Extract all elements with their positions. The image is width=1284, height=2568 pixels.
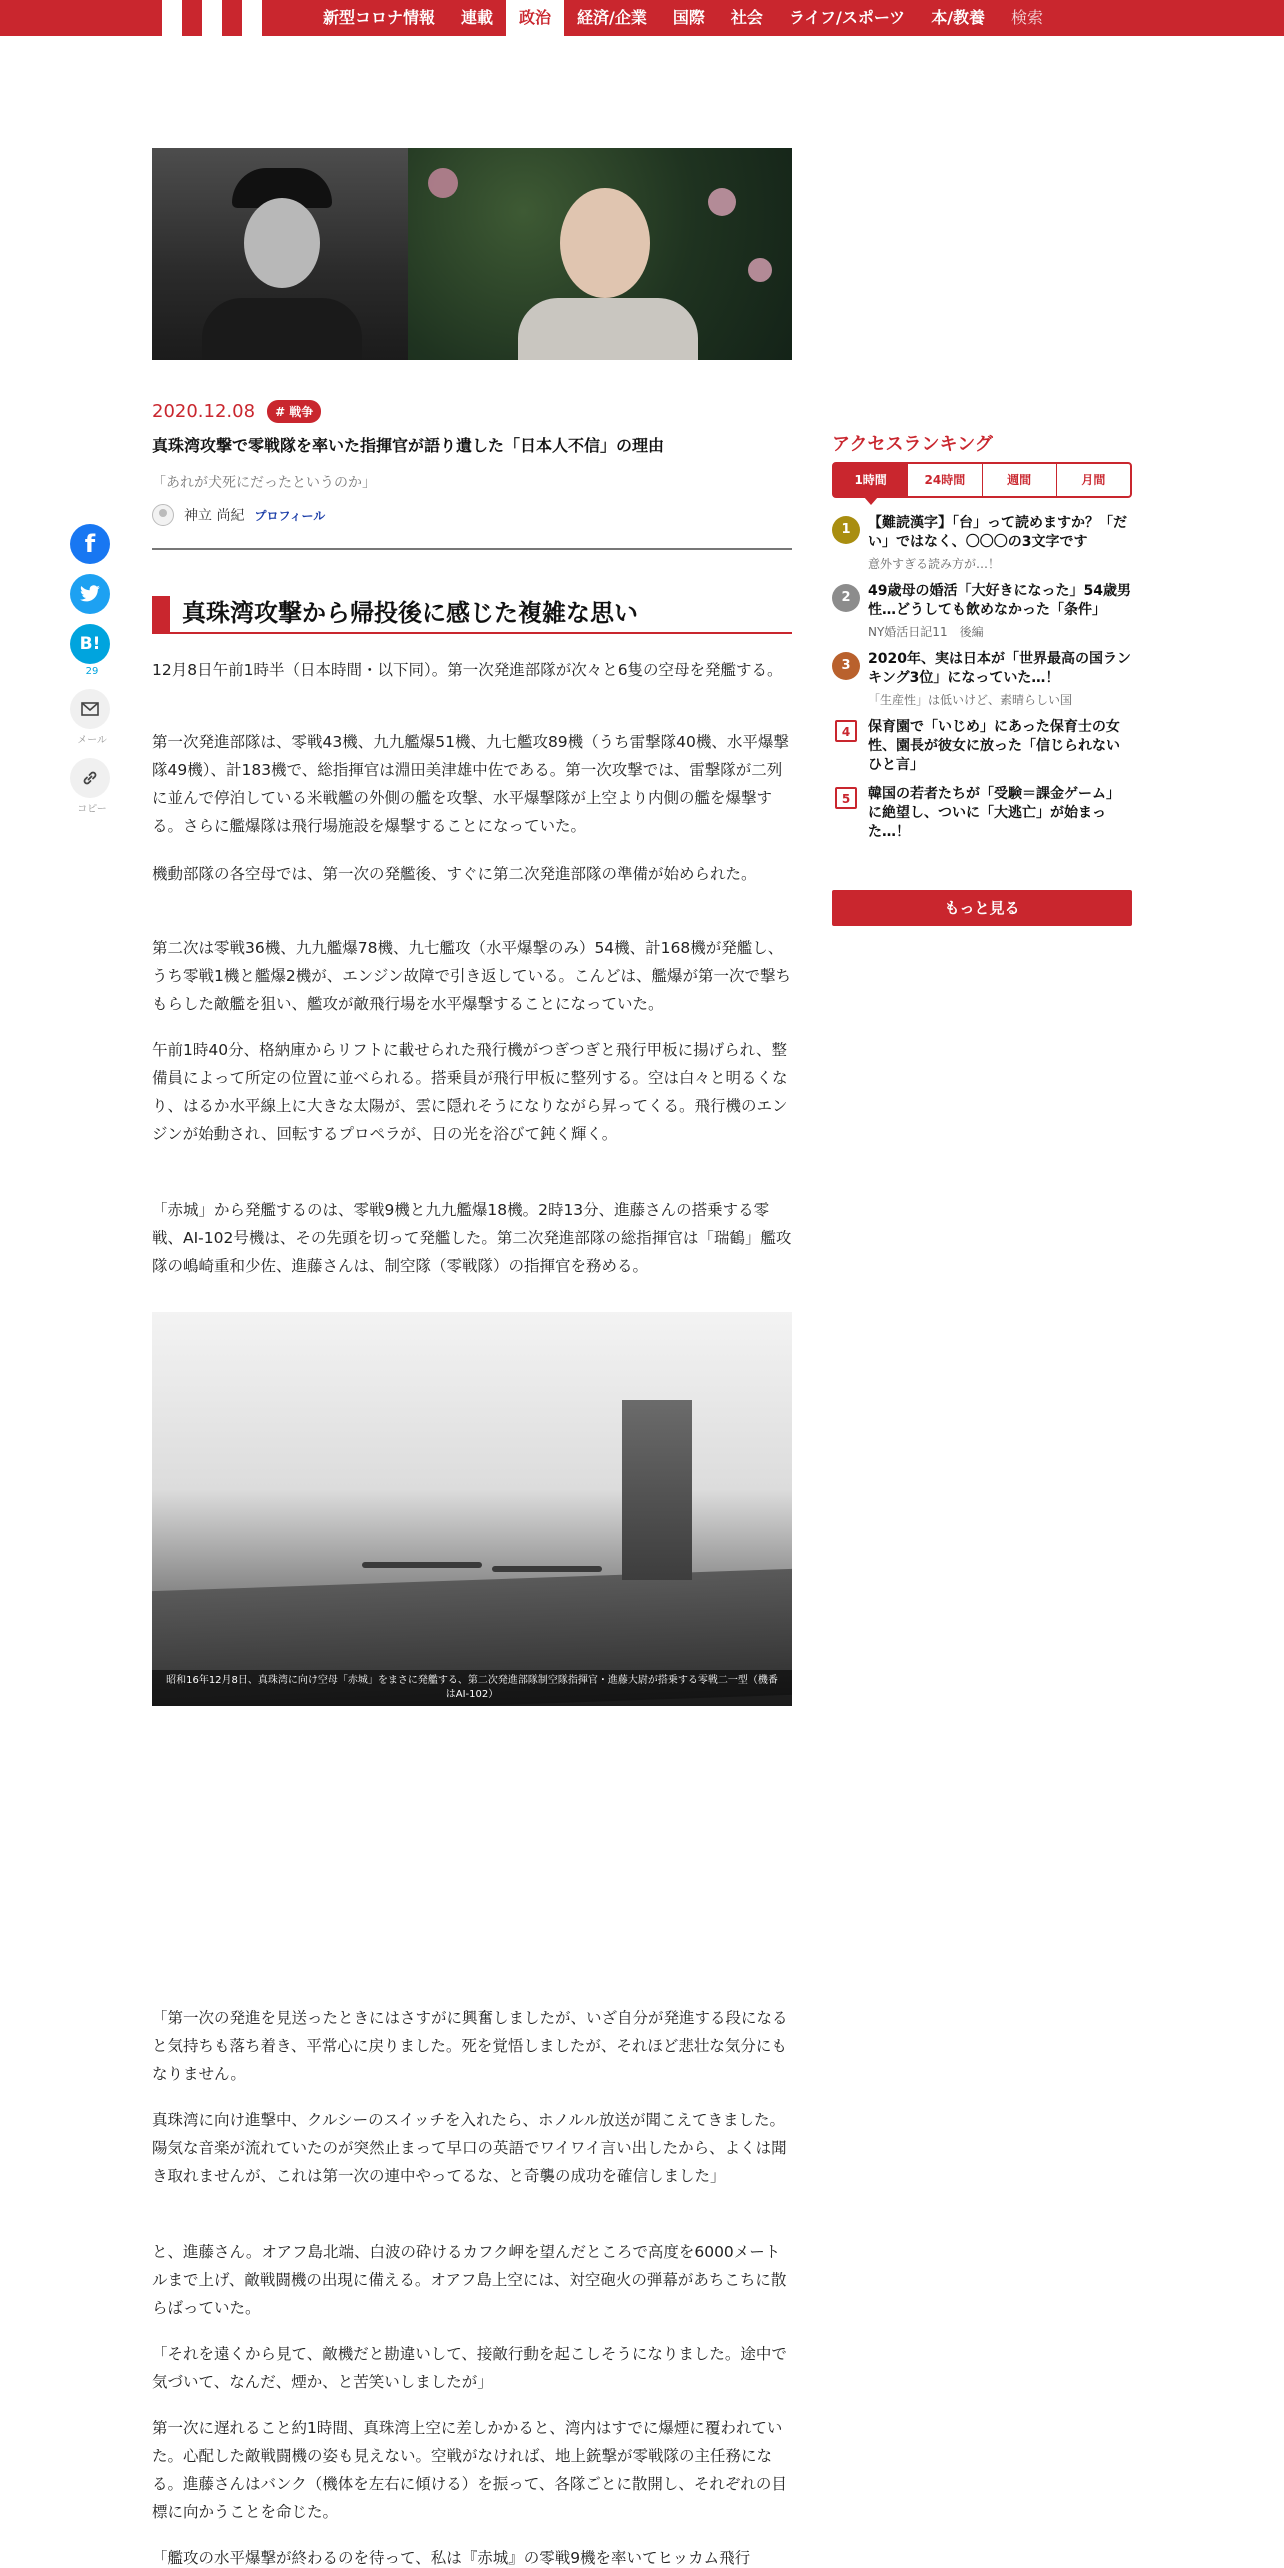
rank-badge: 1 <box>832 516 860 544</box>
rank-badge: 4 <box>835 720 857 742</box>
ranking-item-title[interactable]: 【難読漢字】「台」って読めますか？「だい」ではなく、〇〇〇の3文字です <box>868 515 1127 550</box>
author-line <box>152 504 325 526</box>
rank-badge: 5 <box>835 787 857 809</box>
nav-item-politics[interactable]: 政治 <box>506 0 564 36</box>
photo-carrier-island <box>622 1400 692 1580</box>
ranking-item-sub: NY婚活日記11 後編 <box>868 625 984 639</box>
photo-plane <box>492 1566 602 1572</box>
ranking-item[interactable] <box>832 785 1132 842</box>
article-paragraph: 機動部隊の各空母では、第一次の発艦後、すぐに第二次発進部隊の準備が始められた。 <box>152 865 757 883</box>
nav-menu <box>310 0 1056 36</box>
mail-icon[interactable] <box>70 689 110 729</box>
nav-item-corona[interactable]: 新型コロナ情報 <box>323 8 436 27</box>
nav-item-international[interactable]: 国際 <box>672 8 705 27</box>
ranking-item-sub: 意外すぎる読み方が…！ <box>868 557 1001 571</box>
ranking-tab-1h[interactable]: 1時間 <box>834 464 907 496</box>
hatena-bookmark-icon[interactable]: B! <box>70 624 110 664</box>
ranking-item[interactable] <box>832 650 1132 708</box>
ranking-list <box>832 514 1132 852</box>
nav-item-economy[interactable]: 経済/企業 <box>577 8 647 27</box>
nav-item-society[interactable]: 社会 <box>730 8 763 27</box>
ranking-item-title[interactable]: 保育園で「いじめ」にあった保育士の女性、園長が彼女に放った「信じられないひと言」 <box>868 719 1120 773</box>
nav-item-books[interactable]: 本/教養 <box>931 8 986 27</box>
ranking-item-title[interactable]: 韓国の若者たちが「受験＝課金ゲーム」に絶望し、ついに「大逃亡」が始まった…！ <box>868 786 1120 840</box>
photo-plane <box>362 1562 482 1568</box>
article-paragraph: 第一次発進部隊は、零戦43機、九九艦爆51機、九七艦攻89機（うち雷撃隊40機、水平爆撃隊49機）、計183機で、総指揮官は淵田美津雄中佐である。第一次攻撃では、雷撃隊が二列に並んで停泊している米戦艦の外側の艦を攻撃、水平爆撃隊が上空より内側の艦を爆撃する。さらに艦爆隊は飛行場施設を爆撃することになっていた。 <box>152 733 789 835</box>
hatena-count: 29 <box>85 666 99 677</box>
ranking-item[interactable] <box>832 514 1132 572</box>
divider <box>152 548 792 550</box>
article-paragraph: 「赤城」から発艦するのは、零戦9機と九九艦爆18機。2時13分、進藤さんの搭乗する零戦、AI-102号機は、その先頭を切って発艦した。第二次発進部隊の総指揮官は「瑞鶴」艦攻隊の嶋崎重和少佐、進藤さんは、制空隊（零戦隊）の指揮官を務める。 <box>152 1201 792 1275</box>
copy-label: コピー <box>77 804 107 815</box>
rank-badge: 2 <box>832 584 860 612</box>
twitter-share-icon[interactable] <box>70 574 110 614</box>
article-photo <box>152 1312 792 1706</box>
article-date: 2020.12.08 <box>152 401 256 422</box>
article-paragraph: 12月8日午前1時半（日本時間・以下同）。第一次発進部隊が次々と6隻の空母を発艦する。 <box>152 661 783 679</box>
ranking-item[interactable] <box>832 718 1132 775</box>
article-paragraph: 「それを遠くから見て、敵機だと勘違いして、接敵行動を起こしそうになりました。途中で気づいて、なんだ、煙か、と苦笑いしましたが」 <box>152 2345 787 2391</box>
author-avatar-icon <box>152 504 174 526</box>
hero-photo-young-officer <box>152 148 408 360</box>
site-logo[interactable] <box>152 0 290 36</box>
article-paragraph: と、進藤さん。オアフ島北端、白波の砕けるカフク岬を望んだところで高度を6000メートルまで上げ、敵戦闘機の出現に備える。オアフ島上空には、対空砲火の弾幕があちこちに散らばっていた。 <box>152 2243 787 2317</box>
ranking-item-title[interactable]: 49歳母の婚活「大好きになった」54歳男性…どうしても飲めなかった「条件」 <box>868 583 1131 618</box>
ranking-tabs <box>832 462 1132 498</box>
ranking-title: アクセスランキング <box>832 434 993 455</box>
article-paragraph: 第二次は零戦36機、九九艦爆78機、九七艦攻（水平爆撃のみ）54機、計168機が発艦し、うち零戦1機と艦爆2機が、エンジン故障で引き返している。こんどは、艦爆が第一次で撃ちもらした敵艦を狙い、艦攻が敵飛行場を水平爆撃することになっていた。 <box>152 939 791 1013</box>
article-paragraph: 「第一次の発進を見送ったときにはさすがに興奮しましたが、いざ自分が発進する段になると気持ちも落ち着き、平常心に戻りました。死を覚悟しましたが、それほど悲壮な気分にもなりません。 <box>152 2009 788 2083</box>
more-button[interactable]: もっと見る <box>832 890 1132 926</box>
author-name[interactable]: 神立 尚紀 <box>184 508 245 524</box>
top-nav <box>0 0 1284 36</box>
ranking-tab-24h[interactable]: 24時間 <box>907 464 981 496</box>
hero-image <box>152 148 792 360</box>
ranking-item-title[interactable]: 2020年、実は日本が「世界最高の国ランキング3位」になっていた…！ <box>868 651 1131 686</box>
nav-item-life-sports[interactable]: ライフ/スポーツ <box>788 8 906 27</box>
nav-search-link[interactable]: 検索 <box>1011 8 1044 27</box>
profile-link[interactable]: プロフィール <box>254 508 326 523</box>
facebook-share-icon[interactable]: f <box>70 524 110 564</box>
article-subtitle: 「あれが犬死にだったというのか」 <box>152 475 376 491</box>
article-meta <box>152 400 321 423</box>
section-heading: 真珠湾攻撃から帰投後に感じた複雑な思い <box>152 596 792 634</box>
article-paragraph: 第一次に遅れること約1時間、真珠湾上空に差しかかると、湾内はすでに爆煙に覆われていた。心配した敵戦闘機の姿も見えない。空戦がなければ、地上銃撃が零戦隊の主任務になる。進藤さんはバンク（機体を左右に傾ける）を振って、各隊ごとに散開し、それぞれの目標に向かうことを命じた。 <box>152 2419 787 2521</box>
share-column <box>70 524 114 827</box>
hero-photo-elderly-man <box>408 148 792 360</box>
ranking-tab-monthly[interactable]: 月間 <box>1056 464 1130 496</box>
article-tag[interactable]: # 戦争 <box>267 400 321 423</box>
article-paragraph: 午前1時40分、格納庫からリフトに載せられた飛行機がつぎつぎと飛行甲板に揚げられ、整備員によって所定の位置に並べられる。搭乗員が飛行甲板に整列する。空は白々と明るくなり、はるか水平線上に大きな太陽が、雲に隠れそうになりながら昇ってくる。飛行機のエンジンが始動され、回転するプロペラが、日の光を浴びて鈍く輝く。 <box>152 1041 788 1143</box>
article-paragraph: 真珠湾に向け進撃中、クルシーのスイッチを入れたら、ホノルル放送が聞こえてきました。陽気な音楽が流れていたのが突然止まって早口の英語でワイワイ言い出したから、よくは聞き取れませんが、これは第一次の連中やってるな、と奇襲の成功を確信しました」 <box>152 2111 787 2185</box>
article-title: 真珠湾攻撃で零戦隊を率いた指揮官が語り遺した「日本人不信」の理由 <box>152 436 665 455</box>
link-copy-icon[interactable] <box>70 758 110 798</box>
ranking-item[interactable] <box>832 582 1132 640</box>
nav-item-series[interactable]: 連載 <box>461 8 494 27</box>
article-paragraph: 「艦攻の水平爆撃が終わるのを待って、私は『赤城』の零戦9機を率いてヒッカム飛行 <box>152 2549 751 2567</box>
ranking-item-sub: 「生産性」は低いけど、素晴らしい国 <box>868 693 1073 707</box>
rank-badge: 3 <box>832 652 860 680</box>
photo-caption: 昭和16年12月8日、真珠湾に向け空母「赤城」をまさに発艦する、第二次発進部隊制空隊指揮官・進藤大尉が搭乗する零戦二一型（機番はAI-102） <box>152 1670 792 1706</box>
ranking-tab-weekly[interactable]: 週間 <box>982 464 1056 496</box>
mail-label: メール <box>77 735 107 746</box>
